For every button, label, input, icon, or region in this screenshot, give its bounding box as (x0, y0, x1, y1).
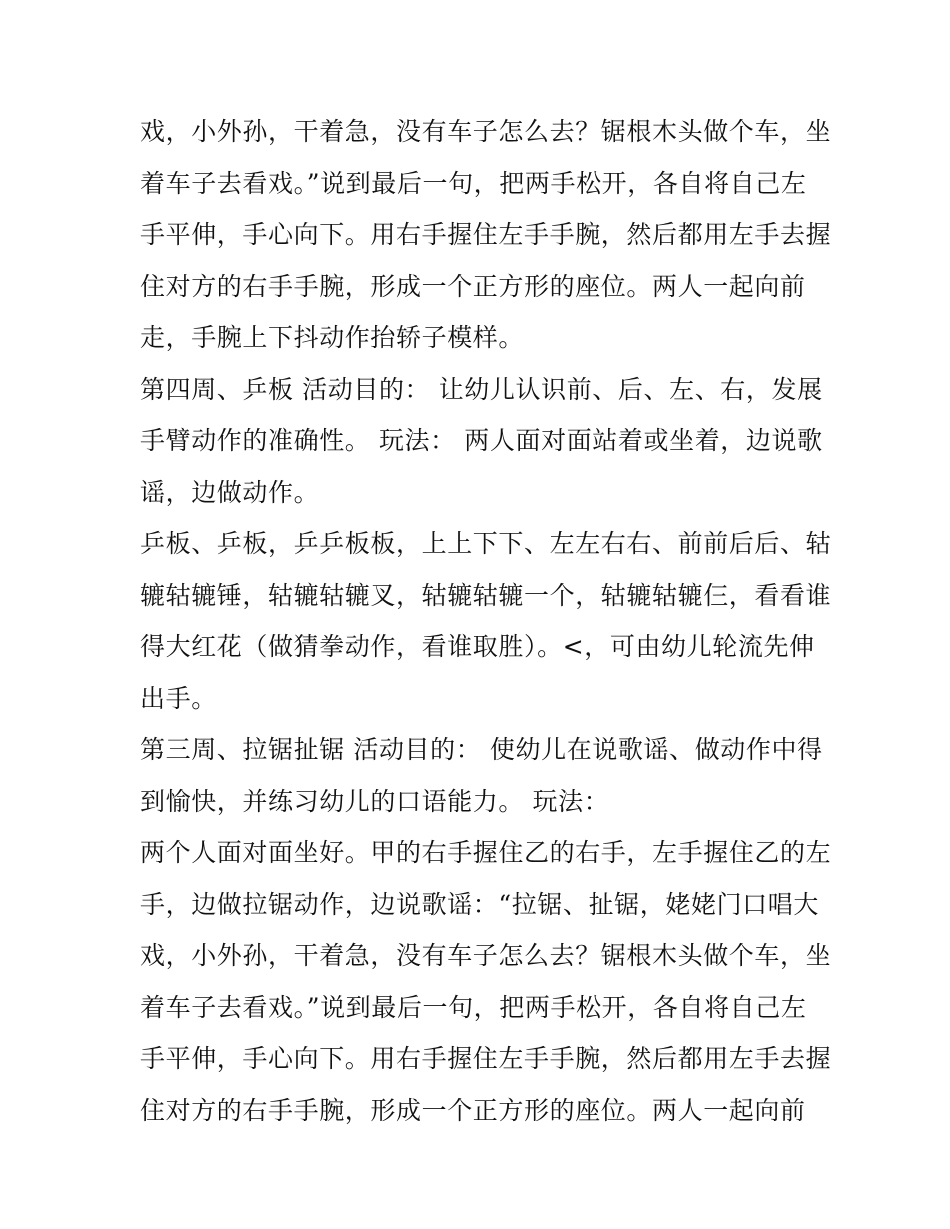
text-line: 手平伸，手心向下。用右手握住左手手腕，然后都用左手去握 (140, 1044, 832, 1073)
text-line: 两个人面对面坐好。甲的右手握住乙的右手，左手握住乙的左 (140, 838, 832, 867)
text-line: 第四周、乒板 活动目的： 让幼儿认识前、后、左、右，发展 (140, 374, 823, 404)
text-line: 得大红花（做猜拳动作，看谁取胜）。<，可由幼儿轮流先伸 (140, 632, 815, 661)
text-line: 走，手腕上下抖动作抬轿子模样。 (140, 323, 525, 352)
text-line: 戏，小外孙，干着急，没有车子怎么去？锯根木头做个车，坐 (140, 941, 832, 970)
text-line: 着车子去看戏。”说到最后一句，把两手松开，各自将自己左 (140, 168, 807, 198)
text-line: 手平伸，手心向下。用右手握住左手手腕，然后都用左手去握 (140, 220, 832, 249)
text-line: 到愉快，并练习幼儿的口语能力。 玩法： (140, 786, 610, 816)
text-line: 手臂动作的准确性。 玩法： 两人面对面站着或坐着，边说歌 (140, 426, 823, 455)
text-line: 住对方的右手手腕，形成一个正方形的座位。两人一起向前 (140, 1095, 806, 1125)
text-line: 第三周、拉锯扯锯 活动目的： 使幼儿在说歌谣、做动作中得 (140, 735, 823, 764)
text-line: 出手。 (140, 683, 217, 713)
text-line: 住对方的右手手腕，形成一个正方形的座位。两人一起向前 (140, 271, 806, 301)
text-line: 谣，边做动作。 (140, 477, 320, 507)
body-text (140, 106, 832, 1136)
text-line: 着车子去看戏。”说到最后一句，把两手松开，各自将自己左 (140, 992, 807, 1022)
text-line: 辘轱辘锤，轱辘轱辘叉，轱辘轱辘一个，轱辘轱辘仨，看看谁 (140, 580, 832, 610)
text-line: 手，边做拉锯动作，边说歌谣：“拉锯、扯锯，姥姥门口唱大 (140, 889, 819, 919)
text-line: 乒板、乒板，乒乒板板，上上下下、左左右右、前前后后、轱 (140, 529, 832, 558)
text-line: 戏，小外孙，干着急，没有车子怎么去？锯根木头做个车，坐 (140, 117, 832, 146)
